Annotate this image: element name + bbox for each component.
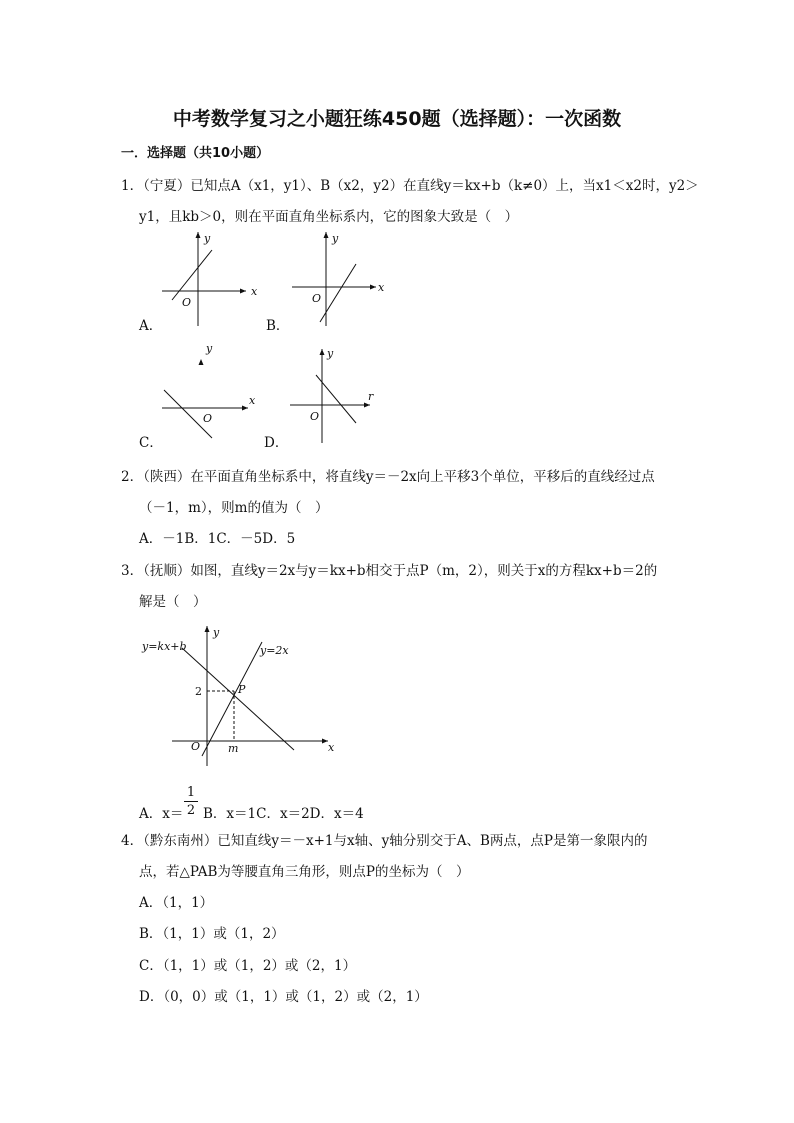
q1a-label-o: O — [182, 296, 192, 309]
q3-options-rest[interactable]: B．x＝1C．x＝2D．x＝4 — [203, 806, 364, 822]
q4-stem-line2: 点，若△PAB为等腰直角三角形，则点P的坐标为（ ） — [139, 864, 470, 880]
q3-label-p: P — [238, 683, 246, 696]
page-title: 中考数学复习之小题狂练450题（选择题）：一次函数 — [172, 108, 622, 130]
q3-line-2x — [202, 642, 262, 756]
q3-fraction — [184, 785, 198, 818]
q4-stem-line1: 4．（黔东南州）已知直线y＝－x+1与x轴、y轴分别交于A、B两点，点P是第一象限内的 — [121, 833, 648, 849]
q1a-x-arrow — [240, 289, 246, 294]
q1-option-c[interactable]: C． — [139, 435, 163, 451]
q1a-y-arrow — [196, 232, 201, 238]
section-heading: 一．选择题（共10小题） — [121, 146, 270, 161]
q1-stem-line1: 1．（宁夏）已知点A（x1，y1）、B（x2，y2）在直线y＝kx+b（k≠0）上，当x1＜x2时，y2＞ — [121, 178, 699, 194]
q3-label-x: x — [328, 741, 335, 754]
q4-option-d[interactable]: D．（0，0）或（1，1）或（1，2）或（2，1） — [139, 989, 428, 1005]
q3-y-arrow — [205, 626, 210, 632]
q1d-x-arrow — [364, 403, 370, 408]
q1c-label-y: y — [206, 342, 213, 355]
q3-stem-line1: 3．（抚顺）如图，直线y＝2x与y＝kx+b相交于点P（m，2），则关于x的方程kx+b＝2的 — [121, 563, 658, 579]
q1-option-b[interactable]: B． — [266, 318, 290, 334]
q3-label-m: m — [228, 742, 239, 755]
q3-label-y: y — [213, 626, 220, 639]
q1c-label-x: x — [249, 394, 256, 407]
q3-label-o: O — [191, 740, 201, 753]
q2-options[interactable]: A．－1B．1C．－5D．5 — [139, 531, 296, 547]
q1d-label-r: r — [368, 390, 374, 403]
q3-label-2: 2 — [195, 685, 202, 698]
q1-graph-d — [288, 343, 398, 443]
q3-fraction-numerator: 1 — [186, 785, 196, 800]
q3-option-a-prefix[interactable]: A．x＝ — [139, 806, 184, 822]
q2-stem-line2: （－1，m），则m的值为（ ） — [139, 500, 329, 516]
q4-option-a[interactable]: A．（1，1） — [139, 895, 214, 911]
q1d-label-o: O — [310, 410, 320, 423]
q1c-label-o: O — [203, 412, 213, 425]
q4-option-b[interactable]: B．（1，1）或（1，2） — [139, 926, 285, 942]
q3-graph — [138, 620, 348, 770]
q1a-label-y: y — [204, 232, 211, 245]
q1c-y-arrow — [199, 359, 204, 365]
q1b-x-arrow — [370, 285, 376, 290]
q4-option-c[interactable]: C．（1，1）或（1，2）或（2，1） — [139, 958, 357, 974]
q1b-label-o: O — [312, 292, 322, 305]
q1b-line — [320, 264, 356, 322]
q3-line-kxb — [182, 648, 294, 750]
q1c-x-arrow — [242, 406, 248, 411]
q1b-label-y: y — [332, 232, 339, 245]
q3-fraction-bar — [184, 801, 198, 802]
q1b-y-arrow — [324, 232, 329, 238]
q1-graph-b — [290, 230, 400, 330]
q1d-y-arrow — [320, 349, 325, 355]
q1a-label-x: x — [251, 285, 258, 298]
q2-stem-line1: 2．（陕西）在平面直角坐标系中，将直线y＝－2x向上平移3个单位，平移后的直线经过点 — [121, 469, 655, 485]
q3-label-kxb: y=kx+b — [142, 640, 187, 653]
q1b-label-x: x — [378, 281, 385, 294]
q3-stem-line2: 解是（ ） — [139, 594, 207, 610]
q1-graph-c — [160, 340, 270, 440]
q1-graph-a — [160, 230, 270, 330]
q3-fraction-denominator: 2 — [186, 803, 196, 818]
q1-stem-line2: y1，且kb＞0，则在平面直角坐标系内，它的图象大致是（ ） — [139, 209, 519, 225]
q1-option-d[interactable]: D． — [264, 435, 289, 451]
q1-option-a[interactable]: A． — [139, 318, 163, 334]
q3-label-2x: y=2x — [260, 644, 289, 657]
q1a-line — [172, 250, 212, 300]
q1d-label-y: y — [327, 347, 334, 360]
